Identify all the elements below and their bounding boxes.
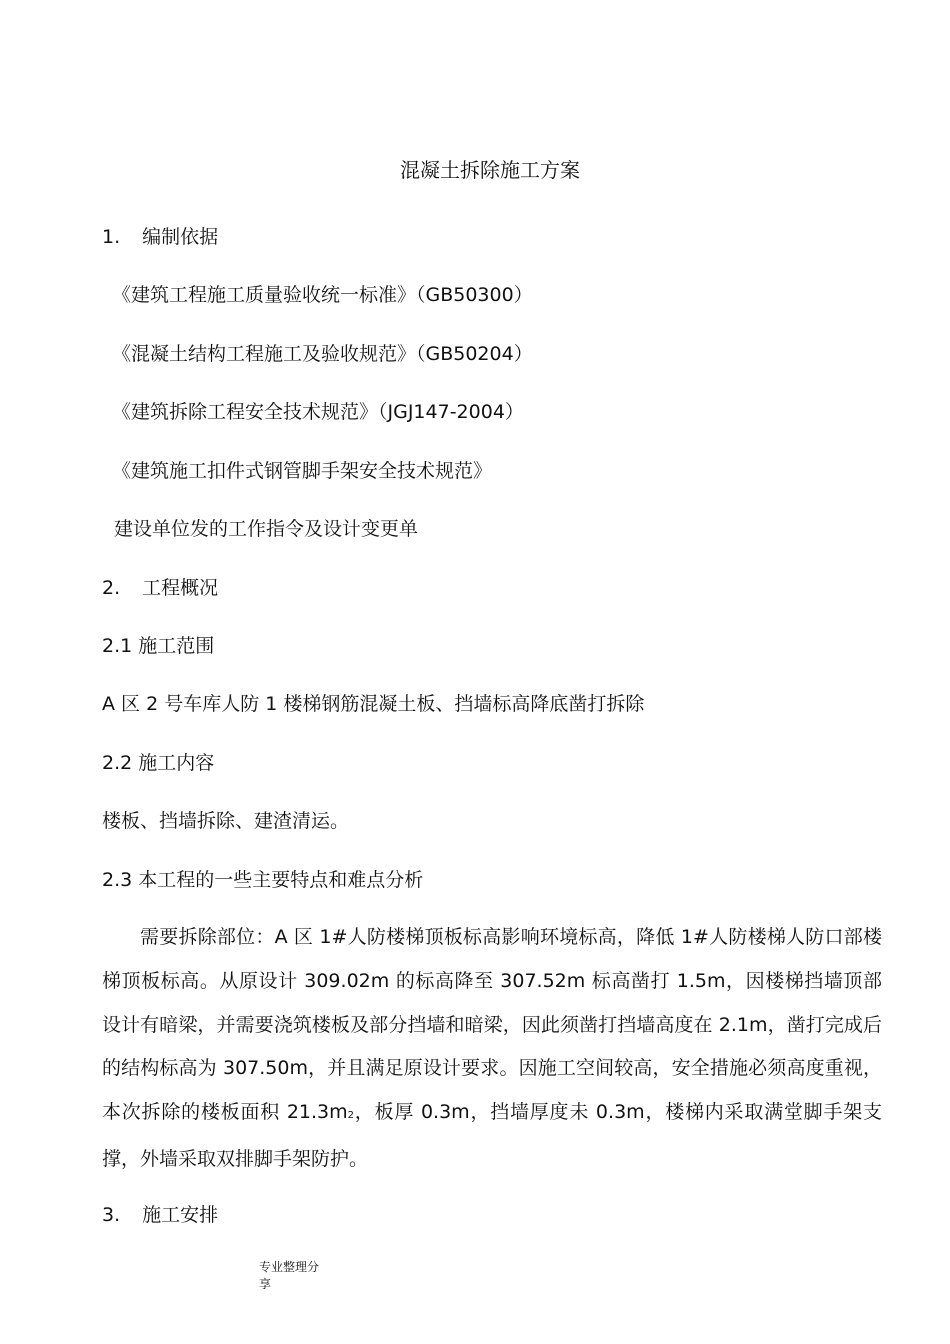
reference-item: 《混凝土结构工程施工及验收规范》（GB50204） bbox=[112, 343, 533, 365]
analysis-paragraph bbox=[102, 916, 882, 1182]
subsection-2-1-body: A 区 2 号车库人防 1 楼梯钢筋混凝土板、挡墙标高降底凿打拆除 bbox=[102, 693, 645, 715]
reference-item: 建设单位发的工作指令及设计变更单 bbox=[114, 518, 419, 540]
section-3-title: 施工安排 bbox=[142, 1204, 219, 1226]
section-1-heading bbox=[102, 225, 218, 249]
section-2-number: 2. bbox=[102, 577, 121, 599]
document-title: 混凝土拆除施工方案 bbox=[400, 158, 580, 182]
footer-line-1: 专业整理分 bbox=[259, 1260, 320, 1274]
analysis-text-a: 需要拆除部位：A 区 1#人防楼梯顶板标高影响环境标高，降低 1#人防楼梯人防口部楼梯顶板标高。从原设计 309.02m 的标高降至 307.52m 标高凿打 1.5m，因楼梯挡墙顶部设计有暗梁，并需要浇筑楼板及部分挡墙和暗梁，因此须凿打挡墙高度在 2.1m，凿打完成后的结构标高为 307.50m，并且满足原设计要求。因施工空间较高，安全措施必须高度重视，本次拆除的楼板面积 21.3m bbox=[102, 926, 882, 1124]
section-2-heading bbox=[102, 576, 218, 600]
reference-item: 《建筑施工扣件式钢管脚手架安全技术规范》 bbox=[112, 460, 493, 482]
reference-item: 《建筑工程施工质量验收统一标准》（GB50300） bbox=[112, 284, 533, 306]
section-3-heading bbox=[102, 1203, 218, 1227]
analysis-text-b: ，板厚 0.3m，挡墙厚度未 0.3m，楼梯内采取满堂脚手架支撑，外墙采取双排脚手架防护。 bbox=[102, 1101, 882, 1170]
section-3-number: 3. bbox=[102, 1204, 121, 1226]
page-footer bbox=[259, 1259, 339, 1293]
square-superscript: 2 bbox=[347, 1110, 355, 1122]
section-2-title: 工程概况 bbox=[142, 577, 219, 599]
reference-item: 《建筑拆除工程安全技术规范》（JGJ147-2004） bbox=[112, 401, 524, 423]
section-1-title: 编制依据 bbox=[142, 226, 219, 248]
subsection-2-3-heading: 2.3 本工程的一些主要特点和难点分析 bbox=[102, 869, 424, 891]
subsection-2-2-heading: 2.2 施工内容 bbox=[102, 752, 215, 774]
footer-line-2: 享 bbox=[259, 1277, 272, 1291]
subsection-2-1-heading: 2.1 施工范围 bbox=[102, 635, 215, 657]
section-1-number: 1. bbox=[102, 226, 121, 248]
subsection-2-2-body: 楼板、挡墙拆除、建渣清运。 bbox=[102, 810, 350, 832]
